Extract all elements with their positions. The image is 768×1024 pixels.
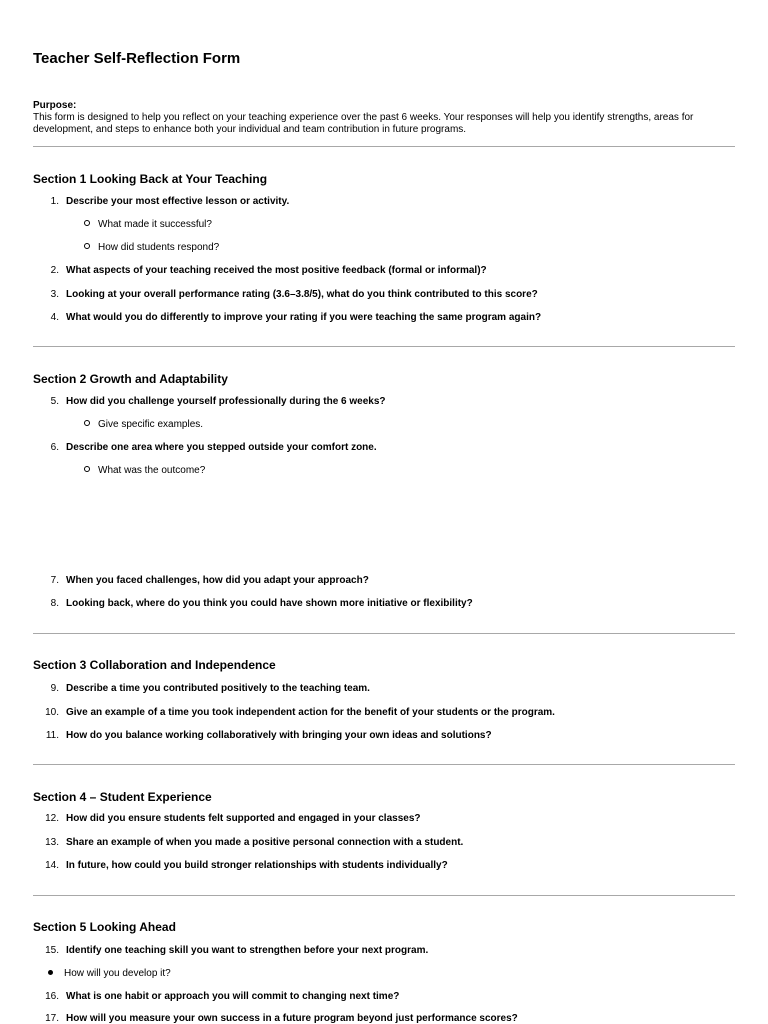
question-text: Looking back, where do you think you could have shown more initiative or flexibility?: [66, 598, 473, 609]
question-number: 13.: [45, 837, 59, 848]
question-text: How did you challenge yourself professionally during the 6 weeks?: [66, 396, 386, 407]
sub-item: [84, 242, 219, 253]
question-text: Looking at your overall performance rating (3.6–3.8/5), what do you think contributed to this score?: [66, 289, 538, 300]
question-number: 8.: [50, 598, 59, 609]
bullet-item-text: How will you develop it?: [64, 968, 171, 979]
question-text: Describe your most effective lesson or activity.: [66, 196, 290, 207]
question-number: 11.: [45, 730, 59, 741]
sub-item: [84, 219, 212, 230]
question-text: In future, how could you build stronger relationships with students individually?: [66, 860, 448, 871]
question-number: 5.: [50, 396, 59, 407]
section-divider: [33, 146, 735, 147]
question-number: 15.: [45, 945, 59, 956]
question-2: [33, 265, 487, 276]
question-number: 3.: [50, 289, 59, 300]
question-number: 14.: [45, 860, 59, 871]
question-text: Give an example of a time you took independent action for the benefit of your students or the program.: [66, 707, 555, 718]
question-11: [33, 730, 492, 741]
bullet-item: [48, 968, 171, 979]
question-text: Describe one area where you stepped outside your comfort zone.: [66, 442, 377, 453]
sub-item-text: How did students respond?: [98, 242, 220, 253]
question-6: [33, 442, 377, 453]
question-text: Describe a time you contributed positively to the teaching team.: [66, 683, 370, 694]
question-16: [33, 991, 399, 1002]
section-divider: [33, 764, 735, 765]
question-3: [33, 289, 538, 300]
question-1: [33, 196, 289, 207]
question-15: [33, 945, 428, 956]
question-number: 4.: [50, 312, 59, 323]
hollow-bullet-icon: [84, 220, 90, 226]
section-divider: [33, 895, 735, 896]
sub-item-text: Give specific examples.: [98, 419, 204, 430]
section-2-heading: Section 2 Growth and Adaptability: [33, 372, 228, 386]
page-title: Teacher Self-Reflection Form: [33, 50, 241, 67]
question-7: [33, 575, 369, 586]
question-8: [33, 598, 473, 609]
hollow-bullet-icon: [84, 420, 90, 426]
question-text: Identify one teaching skill you want to strengthen before your next program.: [66, 945, 429, 956]
sub-item-text: What was the outcome?: [98, 465, 206, 476]
question-text: How will you measure your own success in a future program beyond just performance scores?: [66, 1013, 518, 1024]
question-13: [33, 837, 463, 848]
question-number: 2.: [50, 265, 59, 276]
section-3-heading: Section 3 Collaboration and Independence: [33, 658, 276, 672]
question-number: 7.: [50, 575, 59, 586]
purpose-text: This form is designed to help you reflect on your teaching experience over the past 6 weeks. Your responses will help you identify strengths, areas for development, and steps to enhance both your individual and team contribution in future programs.: [33, 112, 694, 135]
section-divider: [33, 346, 735, 347]
question-number: 12.: [45, 813, 59, 824]
question-text: What is one habit or approach you will commit to changing next time?: [66, 991, 400, 1002]
section-4-heading: Section 4 – Student Experience: [33, 790, 212, 804]
question-14: [33, 860, 448, 871]
solid-bullet-icon: [48, 970, 53, 975]
question-17: [33, 1013, 518, 1024]
question-12: [33, 813, 421, 824]
question-number: 9.: [50, 683, 59, 694]
hollow-bullet-icon: [84, 466, 90, 472]
question-number: 10.: [45, 707, 59, 718]
question-text: When you faced challenges, how did you adapt your approach?: [66, 575, 369, 586]
question-number: 16.: [45, 991, 59, 1002]
hollow-bullet-icon: [84, 243, 90, 249]
question-text: What would you do differently to improve your rating if you were teaching the same program again?: [66, 312, 542, 323]
section-5-heading: Section 5 Looking Ahead: [33, 920, 176, 934]
purpose-label: Purpose:: [33, 100, 77, 111]
question-5: [33, 396, 386, 407]
question-9: [33, 683, 370, 694]
section-divider: [33, 633, 735, 634]
question-number: 6.: [50, 442, 59, 453]
question-number: 1.: [50, 196, 59, 207]
question-10: [33, 707, 555, 718]
sub-item-text: What made it successful?: [98, 219, 212, 230]
question-text: Share an example of when you made a positive personal connection with a student.: [66, 837, 464, 848]
sub-item: [84, 465, 205, 476]
question-4: [33, 312, 541, 323]
question-text: How did you ensure students felt supported and engaged in your classes?: [66, 813, 421, 824]
section-1-heading: Section 1 Looking Back at Your Teaching: [33, 172, 268, 186]
question-text: What aspects of your teaching received the most positive feedback (formal or informal)?: [66, 265, 487, 276]
question-number: 17.: [45, 1013, 59, 1024]
question-text: How do you balance working collaboratively with bringing your own ideas and solutions?: [66, 730, 492, 741]
sub-item: [84, 419, 203, 430]
